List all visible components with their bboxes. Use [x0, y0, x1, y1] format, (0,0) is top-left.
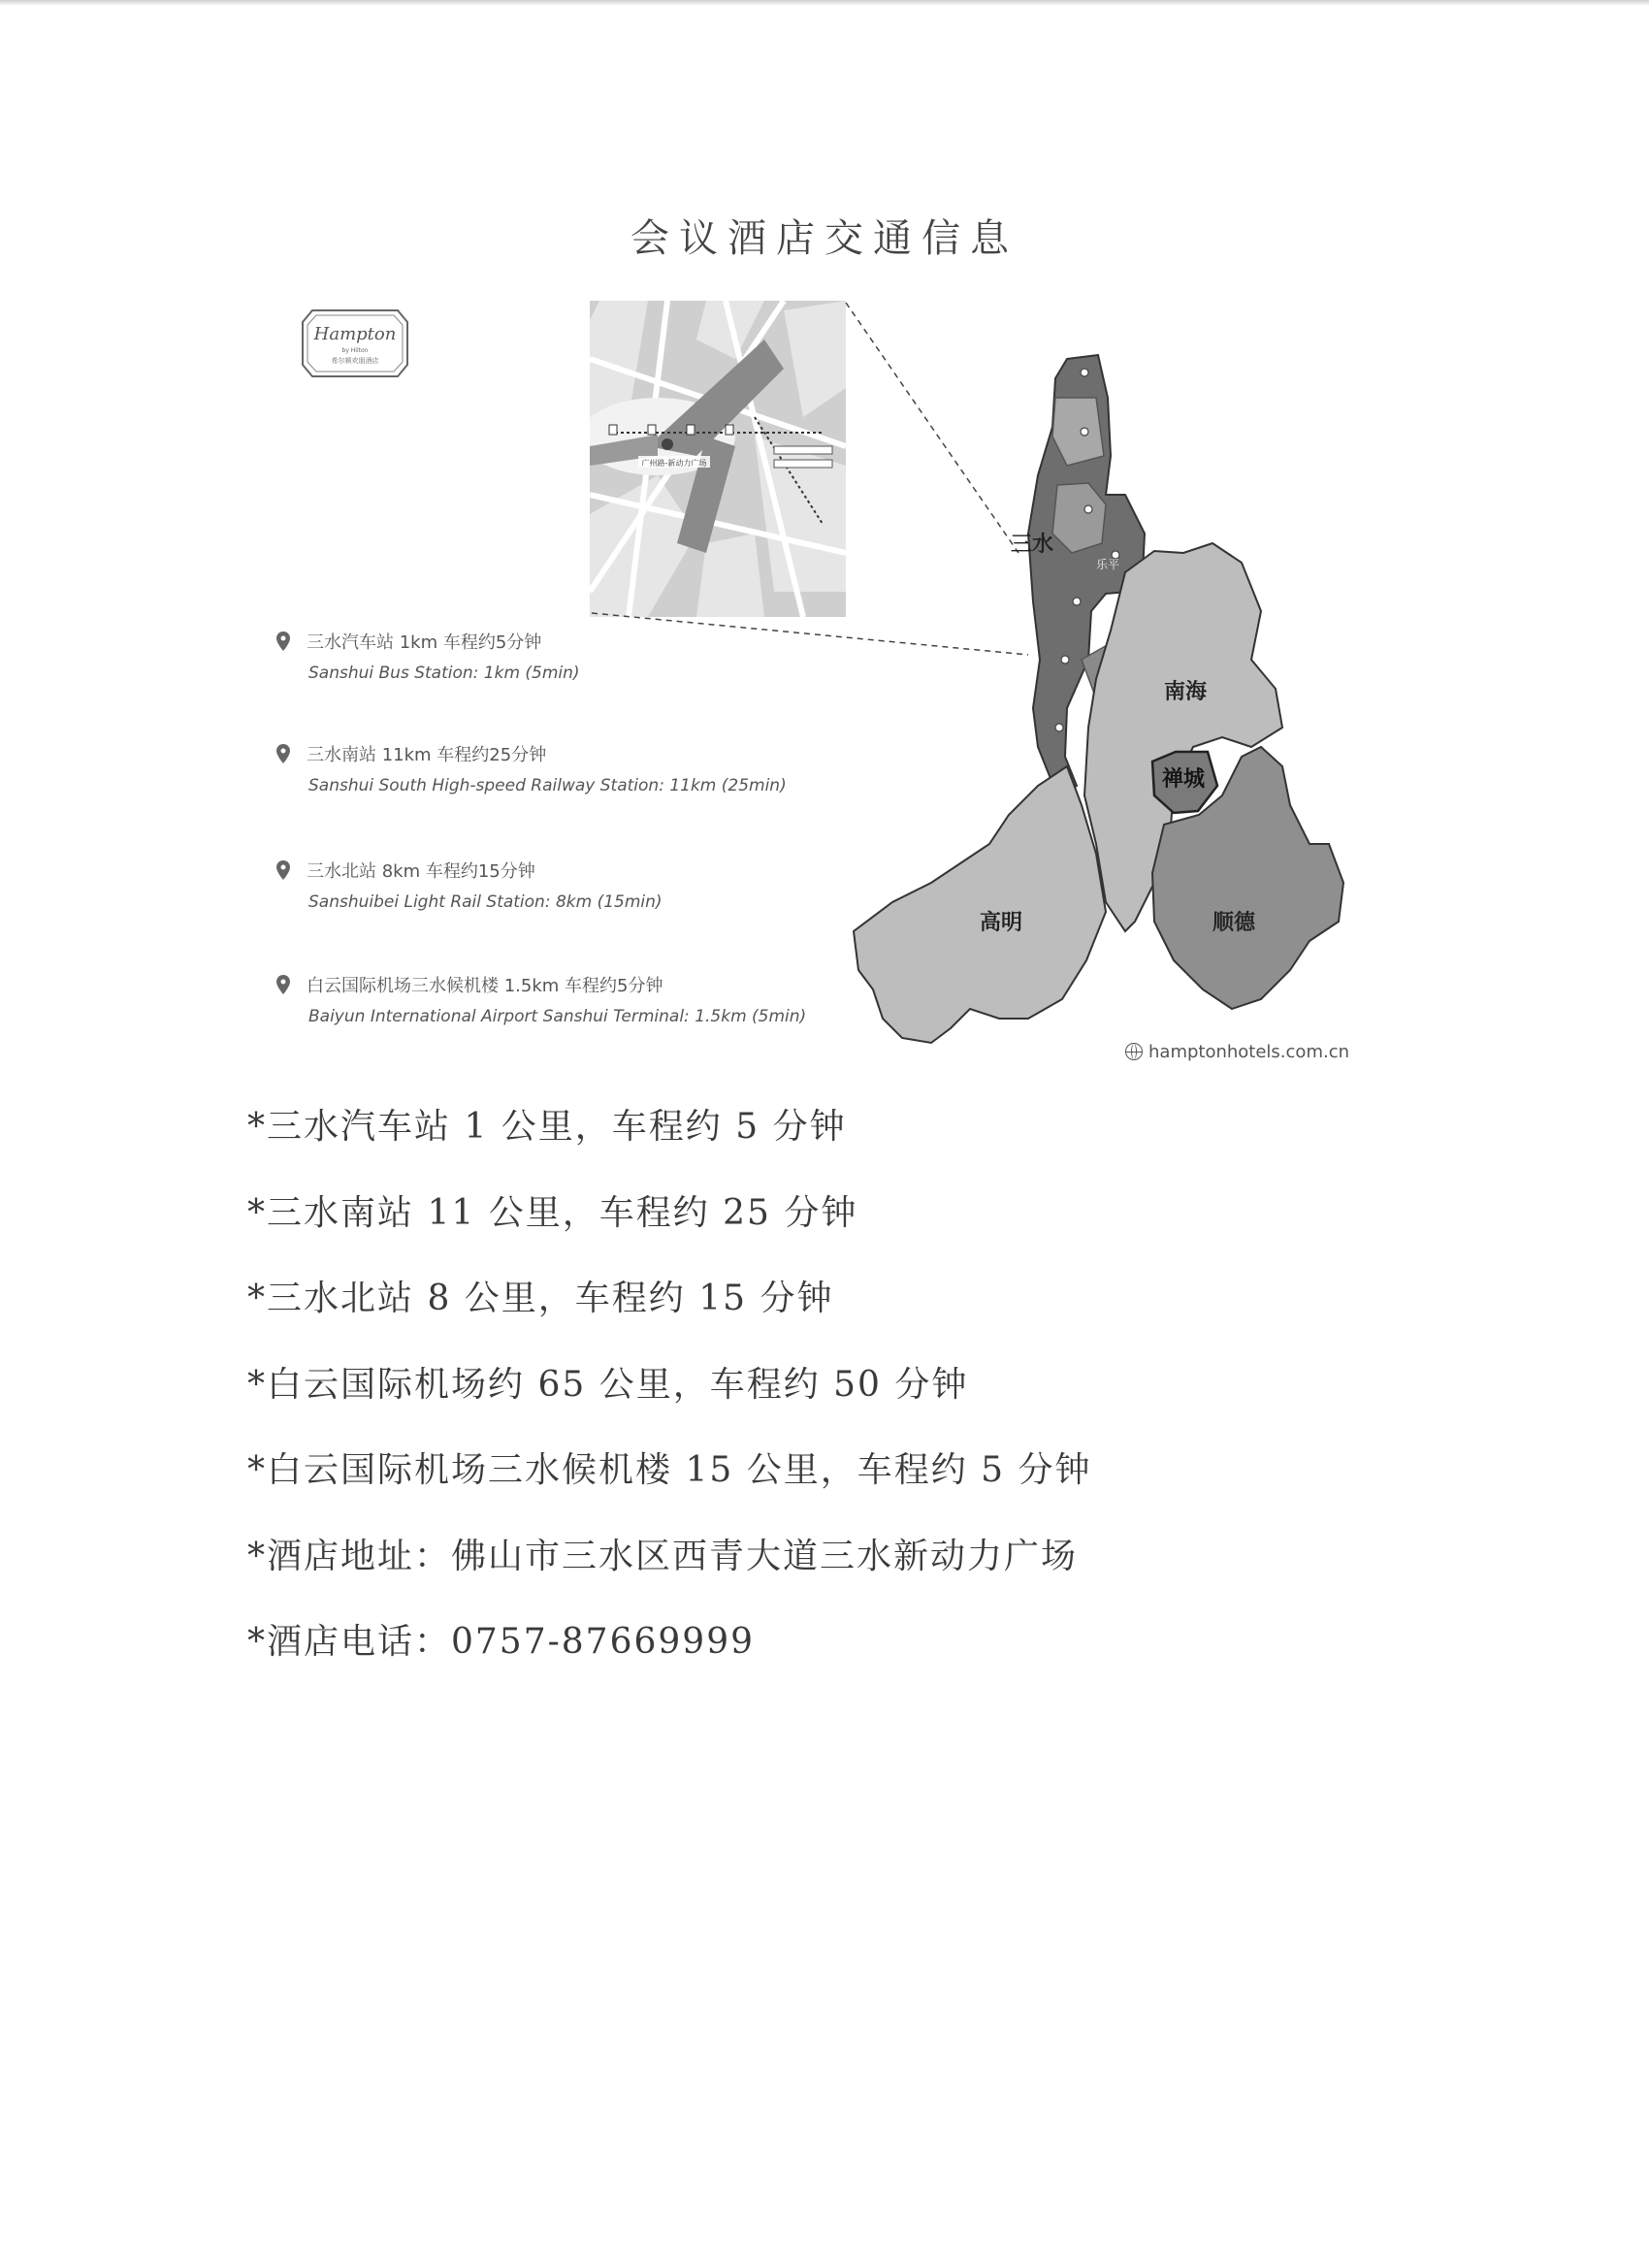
location-pin-icon	[275, 743, 291, 764]
district-label-gaoming: 高明	[980, 911, 1023, 935]
info-airport: *白云国际机场约 65 公里，车程约 50 分钟	[247, 1364, 969, 1405]
info-south-station: *三水南站 11 公里，车程约 25 分钟	[247, 1192, 858, 1233]
district-label-sanshui: 三水	[1011, 533, 1054, 557]
district-label-chancheng: 禅城	[1162, 767, 1206, 792]
logo-brand: Hampton	[313, 324, 397, 344]
info-hotel-address: *酒店地址：佛山市三水区西青大道三水新动力广场	[247, 1536, 1079, 1576]
station-zh: 白云国际机场三水候机楼 1.5km 车程约5分钟	[307, 976, 663, 996]
transport-info-list	[247, 1102, 1092, 1703]
info-north-station: *三水北站 8 公里，车程约 15 分钟	[247, 1279, 834, 1318]
website-url	[1125, 1042, 1349, 1062]
location-pin-icon	[275, 859, 291, 881]
info-hotel-phone: *酒店电话：0757-87669999	[247, 1622, 756, 1662]
logo-chinese: 希尔顿欢朋酒店	[331, 357, 379, 365]
station-en: Sanshui South High-speed Railway Station: 11km (25min)	[308, 776, 787, 795]
location-pin-icon	[275, 974, 291, 995]
info-bus-station: *三水汽车站 1 公里，车程约 5 分钟	[247, 1107, 847, 1147]
logo-sub-brand: by Hilton	[341, 347, 369, 354]
station-zh: 三水南站 11km 车程约25分钟	[307, 745, 547, 765]
inset-landmark-label: 广州路-新动力广场	[641, 459, 707, 468]
district-map	[834, 340, 1377, 1057]
district-label-shunde: 顺德	[1212, 911, 1256, 935]
station-zh: 三水汽车站 1km 车程约5分钟	[307, 632, 542, 653]
globe-icon	[1125, 1043, 1143, 1060]
station-en: Sanshuibei Light Rail Station: 8km (15min)	[308, 892, 663, 912]
station-zh: 三水北站 8km 车程约15分钟	[307, 861, 535, 882]
district-label-leping: 乐平	[1096, 558, 1120, 571]
location-pin-icon	[275, 631, 291, 652]
station-en: Sanshui Bus Station: 1km (5min)	[308, 664, 580, 683]
district-label-nanhai: 南海	[1164, 680, 1208, 704]
info-airport-terminal: *白云国际机场三水候机楼 15 公里，车程约 5 分钟	[247, 1450, 1092, 1490]
station-en: Baiyun International Airport Sanshui Terminal: 1.5km (5min)	[308, 1007, 807, 1026]
page-title: 会议酒店交通信息	[630, 216, 1018, 261]
website-text: hamptonhotels.com.cn	[1148, 1042, 1349, 1062]
